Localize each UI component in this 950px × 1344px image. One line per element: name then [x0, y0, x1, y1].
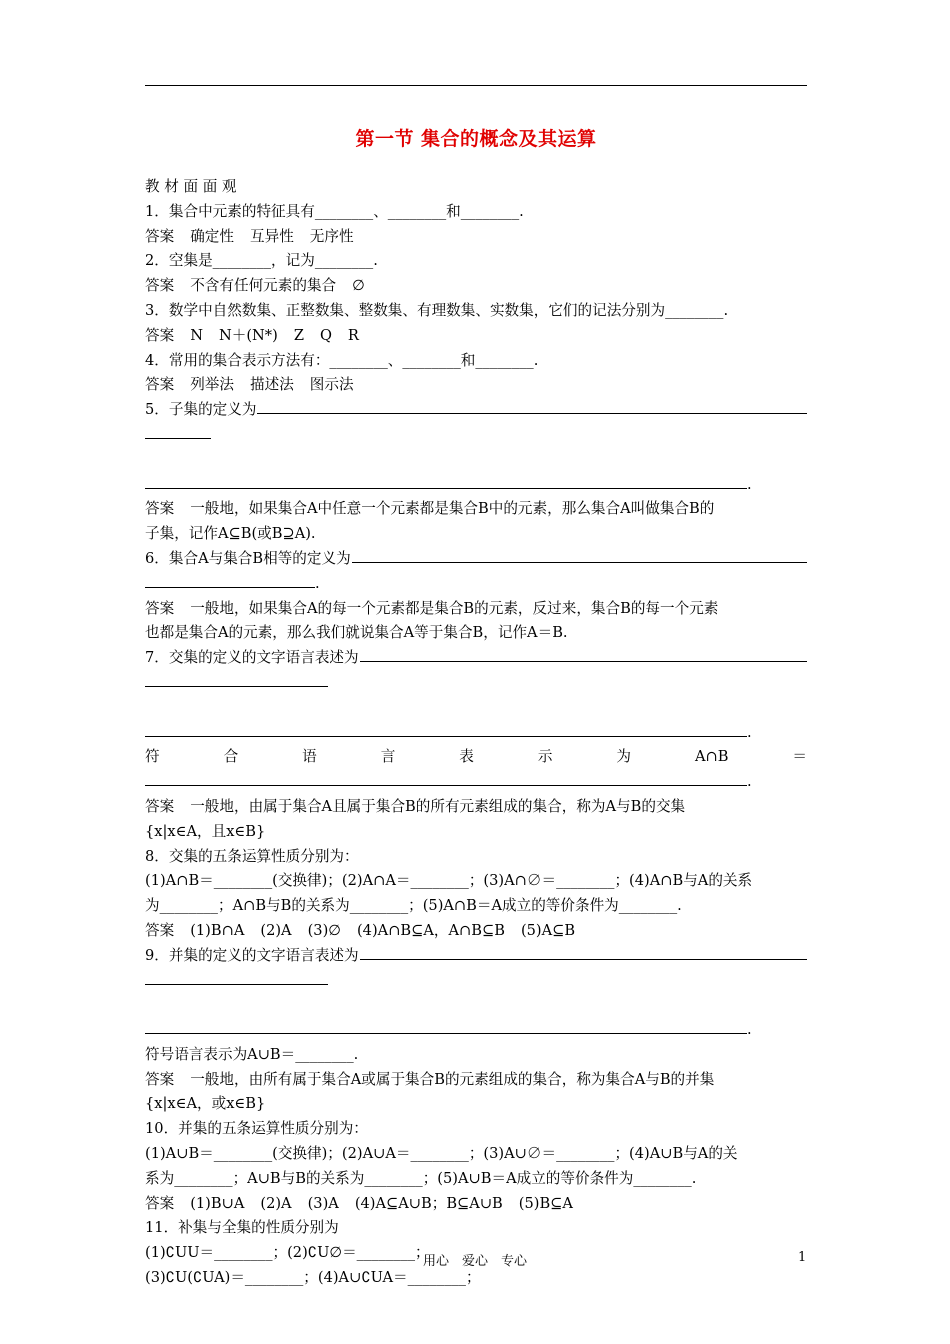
answer-2: 答案 不含有任何元素的集合 ∅: [145, 277, 365, 295]
answer-6-line-1: 答案 一般地，如果集合A的每一个元素都是集合B的元素，反过来，集合B的每一个元素: [145, 599, 719, 617]
question-8-line-1: (1)A∩B＝________(交换律)；(2)A∩A＝________；(3)A∩∅＝________；(4)A∩B与A的关系: [145, 872, 753, 890]
question-1: 1．集合中元素的特征具有________、________和________.: [145, 202, 524, 220]
answer-10: 答案 (1)B∪A (2)A (3)A (4)A⊆A∪B；B⊆A∪B (5)B⊆A: [145, 1194, 573, 1212]
answer-3: 答案 N N＋(N*) Z Q R: [145, 326, 359, 344]
question-11-line-2: (3)∁U(∁UA)＝________；(4)A∪∁UA＝________；: [145, 1269, 481, 1287]
question-4: 4．常用的集合表示方法有：________、________和________.: [145, 351, 539, 369]
question-10-line-2: 系为________；A∪B与B的关系为________；(5)A∪B＝A成立的等价条件为________.: [145, 1169, 697, 1187]
answer-7-line-2: {x|x∈A，且x∈B}: [145, 822, 266, 840]
question-10: 10．并集的五条运算性质分别为：: [145, 1120, 368, 1138]
question-2: 2．空集是________，记为________.: [145, 252, 378, 270]
answer-9-line-2: {x|x∈A，或x∈B}: [145, 1095, 266, 1113]
question-8: 8．交集的五条运算性质分别为：: [145, 847, 359, 865]
question-9: 9．并集的定义的文字语言表述为: [145, 944, 807, 969]
question-3: 3．数学中自然数集、正整数集、整数集、有理数集、实数集，它们的记法分别为________.: [145, 301, 729, 319]
question-7-symbol: 符 合 语 言 表 示 为 A∩B ＝: [145, 748, 807, 766]
question-5: 5．子集的定义为: [145, 398, 807, 423]
question-8-line-2: 为________；A∩B与B的关系为________；(5)A∩B＝A成立的等价条件为________.: [145, 897, 682, 915]
footer-motto: 用心 爱心 专心: [422, 1254, 527, 1269]
answer-8: 答案 (1)B∩A (2)A (3)∅ (4)A∩B⊆A，A∩B⊆B (5)A⊆B: [145, 921, 576, 939]
page-title: 第一节 集合的概念及其运算: [355, 128, 597, 150]
question-7: 7．交集的定义的文字语言表述为: [145, 646, 807, 671]
header-rule: [145, 85, 807, 86]
question-9-symbol: 符号语言表示为A∪B＝________.: [145, 1045, 359, 1063]
answer-7-line-1: 答案 一般地，由属于集合A且属于集合B的所有元素组成的集合，称为A与B的交集: [145, 797, 686, 815]
answer-5-line-2: 子集，记作A⊆B(或B⊇A).: [145, 525, 316, 543]
answer-5-line-1: 答案 一般地，如果集合A中任意一个元素都是集合B中的元素，那么集合A叫做集合B的: [145, 500, 715, 518]
answer-9-line-1: 答案 一般地，由所有属于集合A或属于集合B的元素组成的集合，称为集合A与B的并集: [145, 1070, 715, 1088]
question-11: 11．补集与全集的性质分别为: [145, 1219, 339, 1237]
document-body: 教 材 面 面 观 1．集合中元素的特征具有________、________和________. 答案 确定性 互异性 无序性 2．空集是________，记为________. 答案 不含有任何元素的集合 ∅ 3．数学中自然数集、正整数集、整数集、有理数集、实数集，它们的记法分别为________. 答案 N N＋(N*) Z Q R 4．常用的集合表示方法有：________、________和________. 答案 列举法 描述法 图示法 5．子集的定义为 . 答案 一般地，如果集合A中任意一个元素都是集合B中的元素，那么集合A叫做集合B的 子集，记作A⊆B(或B⊇A). 6．集合A与集合B相等的定义为 . 答案 一般地，如果集合A的每一个元素都是集合B的元素，反过来，集合B的每一个元素 也都是集合A的元素，那么我们就说集合A等于集合B，记作A＝B. 7．交集的定义的文字语言表述为 . 符 合 语 言 表 示 为 A∩B ＝ . 答案 一般地，由属于集合A且属于集合B的所有元素组成的集合，称为A与B的交集 {x|x∈A，且x∈B} 8．交集的五条运算性质分别为： (1)A∩B＝________(交换律)；(2)A∩A＝________；(3)A∩∅＝________；(4)A∩B与A的关系 为________；A∩B与B的关系为________；(5)A∩B＝A成立的等价条件为________. 答案 (1)B∩A (2)A (3)∅ (4)A∩B⊆A，A∩B⊆B (5)A⊆B 9．并集的定义的文字语言表述为 . 符号语言表示为A∪B＝________. 答案 一般地，由所有属于集合A或属于集合B的元素组成的集合，称为集合A与B的并集 {x|x∈A，或x∈B} 10．并集的五条运算性质分别为： (1)A∪B＝________(交换律)；(2)A∪A＝________；(3)A∪∅＝________；(4)A∪B与A的关 系为________；A∪B与B的关系为________；(5)A∪B＝A成立的等价条件为________. 答案 (1)B∪A (2)A (3)A (4)A⊆A∪B；B⊆A∪B (5)B⊆A 11．补集与全集的性质分别为 (1)∁UU＝________；(2)∁U∅＝________； (3)∁U(∁UA)＝________；(4)A∪∁UA＝________；: [145, 175, 807, 1291]
section-heading: 教 材 面 面 观: [145, 178, 237, 195]
answer-1: 答案 确定性 互异性 无序性: [145, 227, 354, 245]
question-11-line-1: (1)∁UU＝________；(2)∁U∅＝________；: [145, 1244, 430, 1262]
answer-6-line-2: 也都是集合A的元素，那么我们就说集合A等于集合B，记作A＝B.: [145, 624, 568, 642]
answer-4: 答案 列举法 描述法 图示法: [145, 376, 354, 394]
question-10-line-1: (1)A∪B＝________(交换律)；(2)A∪A＝________；(3)A∪∅＝________；(4)A∪B与A的关: [145, 1145, 738, 1163]
page-number: 1: [798, 1250, 807, 1265]
question-6: 6．集合A与集合B相等的定义为: [145, 547, 807, 572]
